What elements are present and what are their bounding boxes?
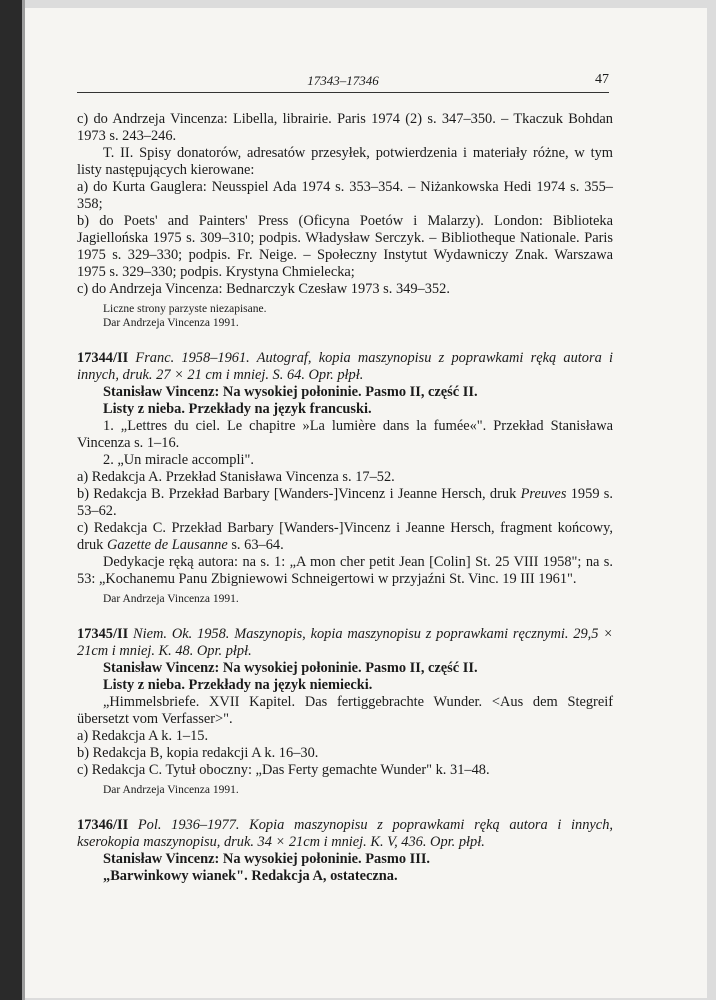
entry-number: 17344/II — [77, 350, 129, 366]
entry-17346-title2: „Barwinkowy wianek". Redakcja A, ostateczna. — [103, 868, 398, 884]
entry-language: Pol. — [137, 817, 162, 833]
entry-17345-a: a) Redakcja A k. 1–15. — [77, 728, 209, 744]
entry-17344-l1: 1. „Lettres du ciel. Le chapitre »La lumière dans la fumée«". Przekład Stanisława Vincenza s. 1–16. — [77, 418, 613, 451]
scanner-shadow-left — [0, 0, 22, 1000]
entry-17345-header — [77, 626, 613, 660]
entry-17345-title1: Stanisław Vincenz: Na wysokiej połoninie. Pasmo II, część II. — [103, 660, 478, 676]
running-head: 17343–17346 — [307, 73, 379, 88]
entry-17345-l1: „Himmelsbriefe. XVII Kapitel. Das fertiggebrachte Wunder. <Aus dem Stegreif übersetzt vom Verfasser>". — [77, 694, 613, 727]
entry-language: Franc. — [135, 350, 175, 366]
entry-language: Niem. — [133, 626, 167, 642]
donation-note: Dar Andrzeja Vincenza 1991. — [103, 593, 239, 605]
note: Liczne strony parzyste niezapisane. — [103, 303, 267, 315]
carryover-b: b) do Poets' and Painters' Press (Oficyna Poetów i Malarzy). London: Biblioteka Jagiellońska 1975 s. 309–310; podpis. Władysław Serczyk. – Bibliotheque Nationale. Paris 1975 s. 329–330; podpis. Fr. Neige. – Społeczny Instytut Wydawniczy Znak. Warszawa 1975 s. 329–330; podpis. Krystyna Chmielecka; — [77, 213, 613, 280]
entry-17344-a: a) Redakcja A. Przekład Stanisława Vincenza s. 17–52. — [77, 469, 395, 485]
entry-description: 1958–1961. Autograf, kopia maszynopisu z poprawkami ręką autora i innych, druk. 27 × 21 cm i mniej. S. 64. Opr. płpł. — [77, 350, 613, 383]
page-number: 47 — [595, 72, 609, 87]
donation-note: Dar Andrzeja Vincenza 1991. — [103, 784, 239, 796]
entry-17344-b: b) Redakcja B. Przekład Barbary [Wanders-]Vincenz i Jeanne Hersch, druk Preuves 1959 s. 53–62. — [77, 486, 613, 519]
entry-17346-header — [77, 817, 613, 851]
entry-number: 17346/II — [77, 817, 129, 833]
carryover-c2: c) do Andrzeja Vincenza: Bednarczyk Czesław 1973 s. 349–352. — [77, 281, 450, 297]
entry-description: 1936–1977. Kopia maszynopisu z poprawkami ręką autora i innych, kserokopia maszynopisu, druk. 34 × 21cm i mniej. K. V, 436. Opr. płpł. — [77, 817, 613, 850]
carryover-a: a) do Kurta Gauglera: Neusspiel Ada 1974 s. 353–354. – Niżankowska Hedi 1974 s. 355–358; — [77, 179, 613, 212]
entry-17344-l2: 2. „Un miracle accompli". — [103, 452, 254, 468]
entry-17346-title1: Stanisław Vincenz: Na wysokiej połoninie. Pasmo III. — [103, 851, 431, 867]
donation-note: Dar Andrzeja Vincenza 1991. — [103, 317, 239, 329]
carryover-t2: T. II. Spisy donatorów, adresatów przesyłek, potwierdzenia i materiały różne, w tym listy następujących kierowane: — [77, 145, 613, 178]
entry-17344-title2: Listy z nieba. Przekłady na język francuski. — [103, 401, 372, 417]
entry-17345-title2: Listy z nieba. Przekłady na język niemiecki. — [103, 677, 373, 693]
page — [25, 8, 707, 998]
entry-description: Ok. 1958. Maszynopis, kopia maszynopisu z poprawkami ręcznymi. 29,5 × 21cm i mniej. K. 48. Opr. płpł. — [77, 626, 613, 659]
entry-17345-c: c) Redakcja C. Tytuł oboczny: „Das Ferty gemachte Wunder" k. 31–48. — [77, 762, 490, 778]
entry-17345-b: b) Redakcja B, kopia redakcji A k. 16–30. — [77, 745, 319, 761]
entry-17344-header — [77, 350, 613, 384]
page-content — [77, 111, 613, 885]
entry-17344-c: c) Redakcja C. Przekład Barbary [Wanders-]Vincenz i Jeanne Hersch, fragment końcowy, druk Gazette de Lausanne s. 63–64. — [77, 520, 613, 553]
page-header — [77, 68, 609, 93]
carryover-c: c) do Andrzeja Vincenza: Libella, librairie. Paris 1974 (2) s. 347–350. – Tkaczuk Bohdan 1973 s. 243–246. — [77, 111, 613, 144]
entry-number: 17345/II — [77, 626, 129, 642]
entry-17344-title1: Stanisław Vincenz: Na wysokiej połoninie. Pasmo II, część II. — [103, 384, 478, 400]
entry-17344-dedications: Dedykacje ręką autora: na s. 1: „A mon cher petit Jean [Colin] St. 25 VIII 1958"; na s. 53: „Kochanemu Panu Zbigniewowi Schneigertowi w przyjaźni St. Vinc. 19 III 1961". — [77, 554, 613, 587]
